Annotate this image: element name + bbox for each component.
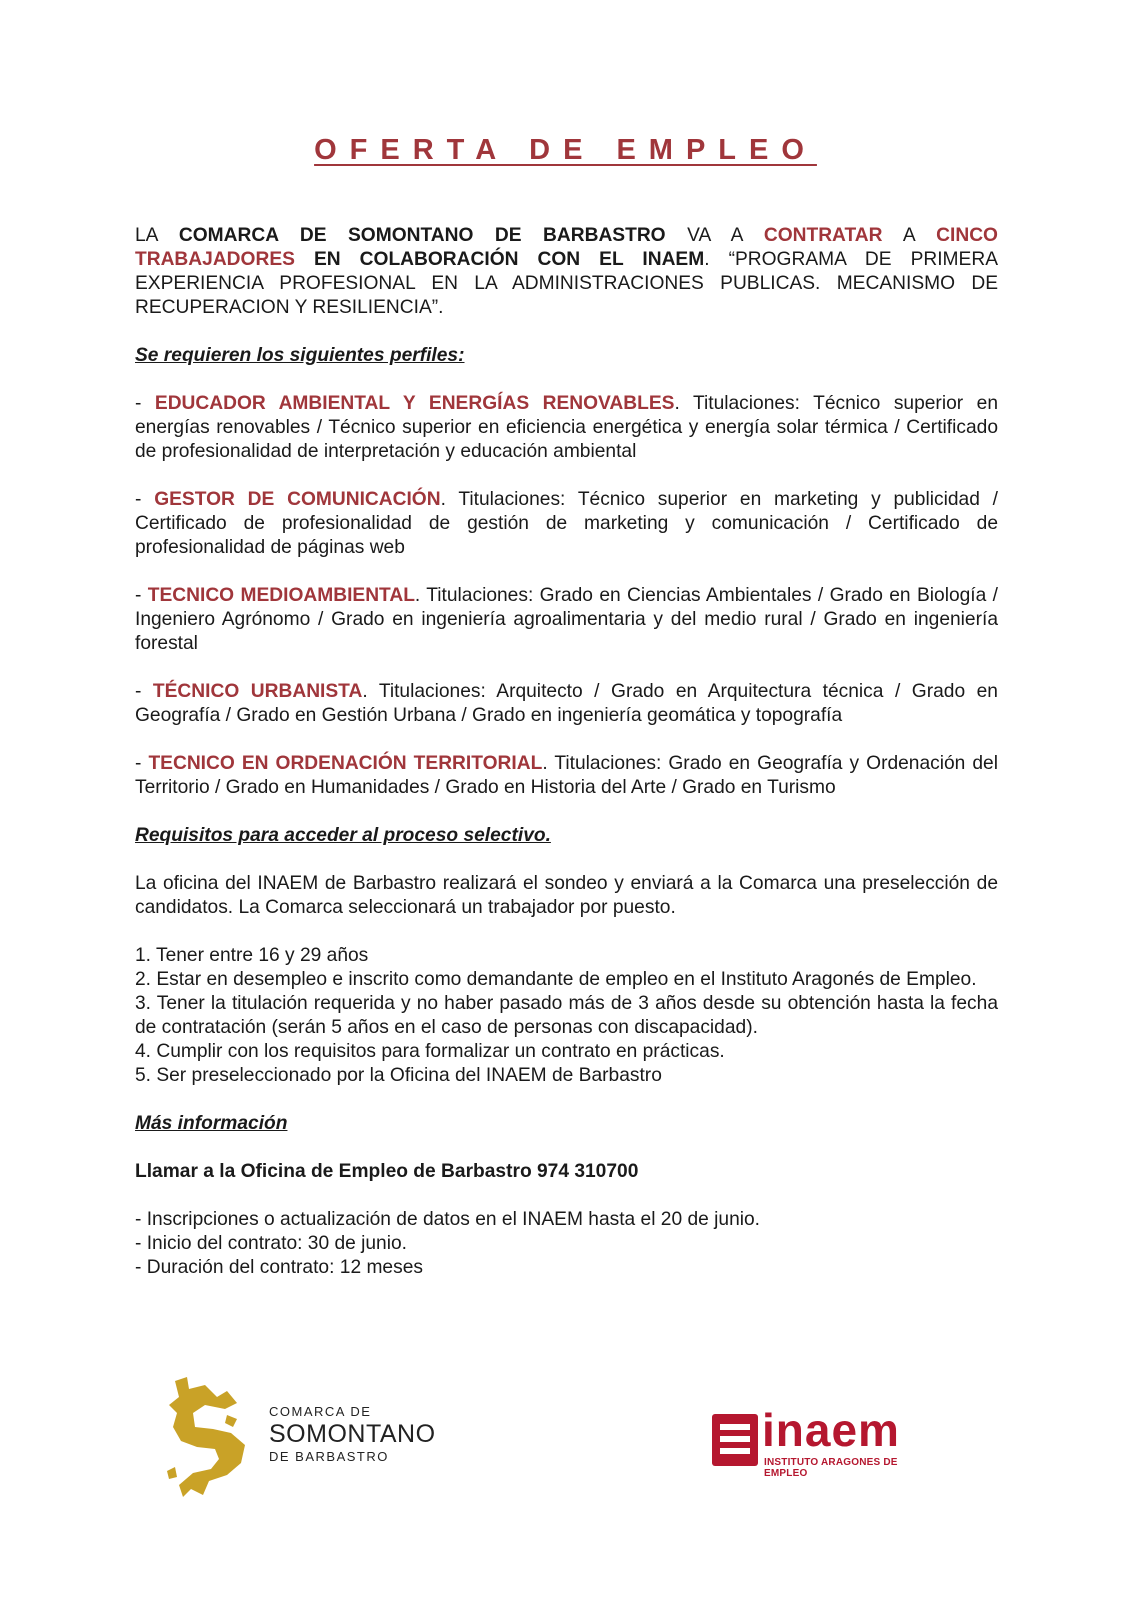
profile-details: . Titulaciones: Grado en Ciencias Ambientales / Grado en Biología / Ingeniero Agrónomo / Grado en ingeniería agroalimentaria y del medio rural / Grado en ingeniería forestal — [135, 585, 998, 654]
call-line: Llamar a la Oficina de Empleo de Barbastro 974 310700 — [135, 1161, 639, 1182]
profile-details: . Titulaciones: Arquitecto / Grado en Arquitectura técnica / Grado en Geografía / Grado en Gestión Urbana / Grado en ingeniería geomática y topografía — [135, 681, 998, 726]
comarca-logo-text — [269, 1404, 436, 1464]
details-list — [135, 1208, 998, 1280]
requirements-list — [135, 944, 998, 1088]
comarca-somontano-logo — [165, 1375, 435, 1500]
list-item: 1. Tener entre 16 y 29 años — [135, 945, 369, 966]
profile-name: GESTOR DE COMUNICACIÓN — [154, 489, 441, 510]
contratar-highlight: CONTRATAR — [763, 225, 883, 246]
list-item: 5. Ser preseleccionado por la Oficina del INAEM de Barbastro — [135, 1065, 662, 1086]
profile-details: . Titulaciones: Técnico superior en energías renovables / Técnico superior en eficiencia energética y energía solar térmica / Certificado de profesionalidad de interpretación y educación ambiental — [135, 393, 998, 462]
profile-item — [135, 392, 998, 464]
inaem-subtitle: INSTITUTO ARAGONES DE EMPLEO — [764, 1457, 898, 1479]
list-item: - Duración del contrato: 12 meses — [135, 1257, 423, 1278]
document-body — [135, 224, 998, 1280]
intro-text — [295, 249, 314, 270]
list-item: - Inicio del contrato: 30 de junio. — [135, 1233, 407, 1254]
profile-item — [135, 584, 998, 656]
list-item: - Inscripciones o actualización de datos en el INAEM hasta el 20 de junio. — [135, 1209, 761, 1230]
page-title: OFERTA DE EMPLEO — [314, 134, 817, 166]
requirements-heading: Requisitos para acceder al proceso selectivo. — [135, 825, 551, 846]
profile-name: TECNICO EN ORDENACIÓN TERRITORIAL — [148, 753, 543, 774]
profile-dash: - — [135, 753, 149, 774]
list-item: 4. Cumplir con los requisitos para formalizar un contrato en prácticas. — [135, 1041, 725, 1062]
inaem-logo — [712, 1404, 942, 1479]
intro-text: A — [882, 225, 937, 246]
profile-dash: - — [135, 393, 155, 414]
intro-text: . “PROGRAMA DE PRIMERA EXPERIENCIA PROFESIONAL EN LA ADMINISTRACIONES PUBLICAS. MECANISMO DE RECUPERACION Y RESILIENCIA”. — [135, 249, 998, 318]
inaem-wordmark: inaem — [762, 1404, 900, 1456]
profile-name: TÉCNICO URBANISTA — [152, 681, 363, 702]
requirements-intro: La oficina del INAEM de Barbastro realizará el sondeo y enviará a la Comarca una preselección de candidatos. La Comarca seleccionará un trabajador por puesto. — [135, 873, 998, 918]
more-info-heading: Más información — [135, 1113, 288, 1134]
profile-item — [135, 488, 998, 560]
profile-dash: - — [135, 585, 148, 606]
profile-item — [135, 680, 998, 728]
collaboration-highlight: EN COLABORACIÓN CON EL INAEM — [313, 249, 705, 270]
profile-details: . Titulaciones: Técnico superior en marketing y publicidad / Certificado de profesionalidad de gestión de marketing y comunicación / Certificado de profesionalidad de páginas web — [135, 489, 998, 558]
profile-item — [135, 752, 998, 800]
intro-text: VA A — [665, 225, 764, 246]
list-item: 2. Estar en desempleo e inscrito como demandante de empleo en el Instituto Aragonés de Empleo. — [135, 969, 977, 990]
list-item: 3. Tener la titulación requerida y no haber pasado más de 3 años desde su obtención hasta la fecha de contratación (serán 5 años en el caso de personas con discapacidad). — [135, 993, 998, 1038]
profile-dash: - — [135, 681, 153, 702]
intro-text: LA — [135, 225, 179, 246]
intro-paragraph — [135, 224, 998, 320]
logo-line: DE BARBASTRO — [269, 1449, 389, 1464]
logo-line: SOMONTANO — [269, 1420, 436, 1448]
profile-name: EDUCADOR AMBIENTAL Y ENERGÍAS RENOVABLES — [154, 393, 675, 414]
profiles-heading: Se requieren los siguientes perfiles: — [135, 345, 465, 366]
profile-name: TECNICO MEDIOAMBIENTAL — [147, 585, 415, 606]
workers-count-highlight: CINCO TRABAJADORES — [135, 225, 998, 270]
comarca-s-emblem-icon — [165, 1375, 265, 1500]
profile-details: . Titulaciones: Grado en Geografía y Ordenación del Territorio / Grado en Humanidades / Grado en Historia del Arte / Grado en Turismo — [135, 753, 998, 798]
profile-dash: - — [135, 489, 155, 510]
logo-line: COMARCA DE — [269, 1404, 372, 1419]
inaem-e-emblem-icon — [712, 1414, 758, 1466]
comarca-name: COMARCA DE SOMONTANO DE BARBASTRO — [178, 225, 666, 246]
